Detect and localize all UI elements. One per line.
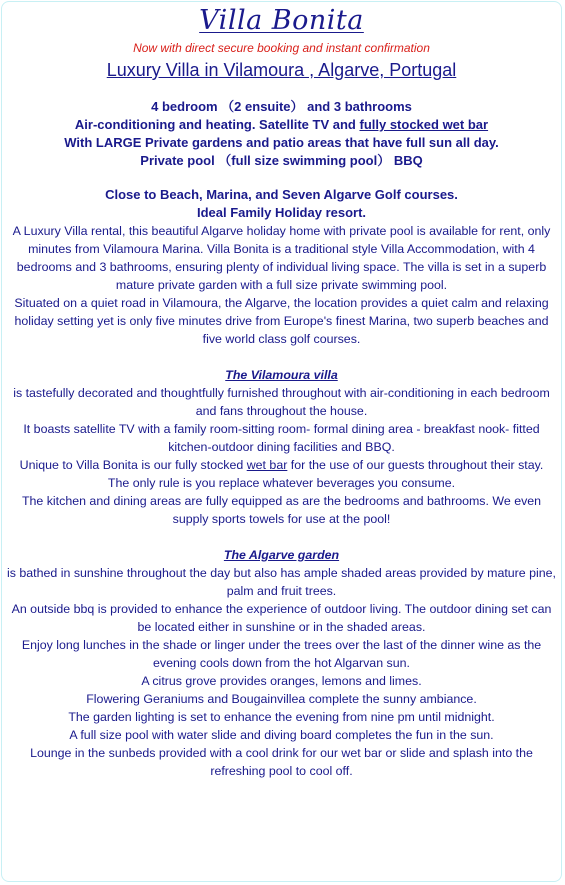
feature-gardens: With LARGE Private gardens and patio areas that have full sun all day. — [64, 135, 499, 150]
content-frame — [1, 1, 562, 882]
villa-bar-text-end: for the use of our guests throughout their stay. — [287, 458, 544, 472]
garden-paragraph: The garden lighting is set to enhance the evening from nine pm until midnight. — [68, 710, 495, 724]
feature-bedrooms: 4 bedroom （2 ensuite） and 3 bathrooms — [151, 99, 412, 114]
feature-pool: Private pool （full size swimming pool） BBQ — [140, 153, 423, 168]
villa-paragraph: is tastefully decorated and thoughtfully furnished throughout with air-conditioning in each bedroom and fans throughout the house. — [13, 386, 550, 418]
feature-amenities-text: Air-conditioning and heating. Satellite TV and — [74, 117, 360, 132]
highlight-location: Close to Beach, Marina, and Seven Algarve Golf courses. — [105, 187, 458, 202]
garden-paragraph: Flowering Geraniums and Bougainvillea complete the sunny ambiance. — [86, 692, 477, 706]
villa-paragraph — [6, 456, 557, 474]
garden-section-title: The Algarve garden — [223, 548, 340, 562]
garden-paragraph: A full size pool with water slide and diving board completes the fun in the sun. — [69, 728, 494, 742]
intro-paragraph: A Luxury Villa rental, this beautiful Algarve holiday home with private pool is available for rent, only minutes from Vilamoura Marina. Villa Bonita is a traditional style Villa Accommodation, with 4 bedrooms and 3 bathrooms, ensuring plenty of individual living space. The villa is set in a superb mature private garden with a full size private swimming pool. — [12, 224, 551, 292]
villa-paragraph: The only rule is you replace whatever beverages you consume. — [107, 476, 456, 490]
villa-section-title: The Vilamoura villa — [225, 368, 338, 382]
features-list — [6, 98, 557, 170]
wet-bar-inline-link[interactable]: wet bar — [246, 458, 288, 472]
site-title: Villa Bonita — [199, 5, 364, 36]
feature-amenities — [6, 116, 557, 134]
wet-bar-link[interactable]: fully stocked wet bar — [359, 117, 489, 132]
content-body — [6, 2, 557, 780]
villa-bar-text: Unique to Villa Bonita is our fully stocked — [19, 458, 247, 472]
villa-paragraph: It boasts satellite TV with a family room-sitting room- formal dining area - breakfast nook- fitted kitchen-outdoor dining facilities and BBQ. — [23, 422, 540, 454]
highlights — [6, 186, 557, 222]
location-paragraph: Situated on a quiet road in Vilamoura, the Algarve, the location provides a quiet calm and relaxing holiday setting yet is only five minutes drive from Europe's finest Marina, two superb beaches and five world class golf courses. — [14, 296, 549, 346]
garden-paragraph: is bathed in sunshine throughout the day but also has ample shaded areas provided by mature pine, palm and fruit trees. — [7, 566, 556, 598]
booking-tagline: Now with direct secure booking and instant confirmation — [133, 41, 430, 55]
page-headline: Luxury Villa in Vilamoura , Algarve, Portugal — [106, 60, 457, 80]
garden-paragraph: Enjoy long lunches in the shade or linger under the trees over the last of the dinner wine as the evening cools down from the hot Algarvan sun. — [21, 638, 542, 670]
garden-paragraph: An outside bbq is provided to enhance the experience of outdoor living. The outdoor dining set can be located either in sunshine or in the shaded areas. — [11, 602, 552, 634]
garden-paragraph: Lounge in the sunbeds provided with a cool drink for our wet bar or slide and splash into the refreshing pool to cool off. — [30, 746, 533, 778]
garden-paragraph: A citrus grove provides oranges, lemons and limes. — [141, 674, 422, 688]
highlight-family: Ideal Family Holiday resort. — [196, 205, 367, 220]
villa-paragraph: The kitchen and dining areas are fully equipped as are the bedrooms and bathrooms. We even supply sports towels for use at the pool! — [21, 494, 542, 526]
